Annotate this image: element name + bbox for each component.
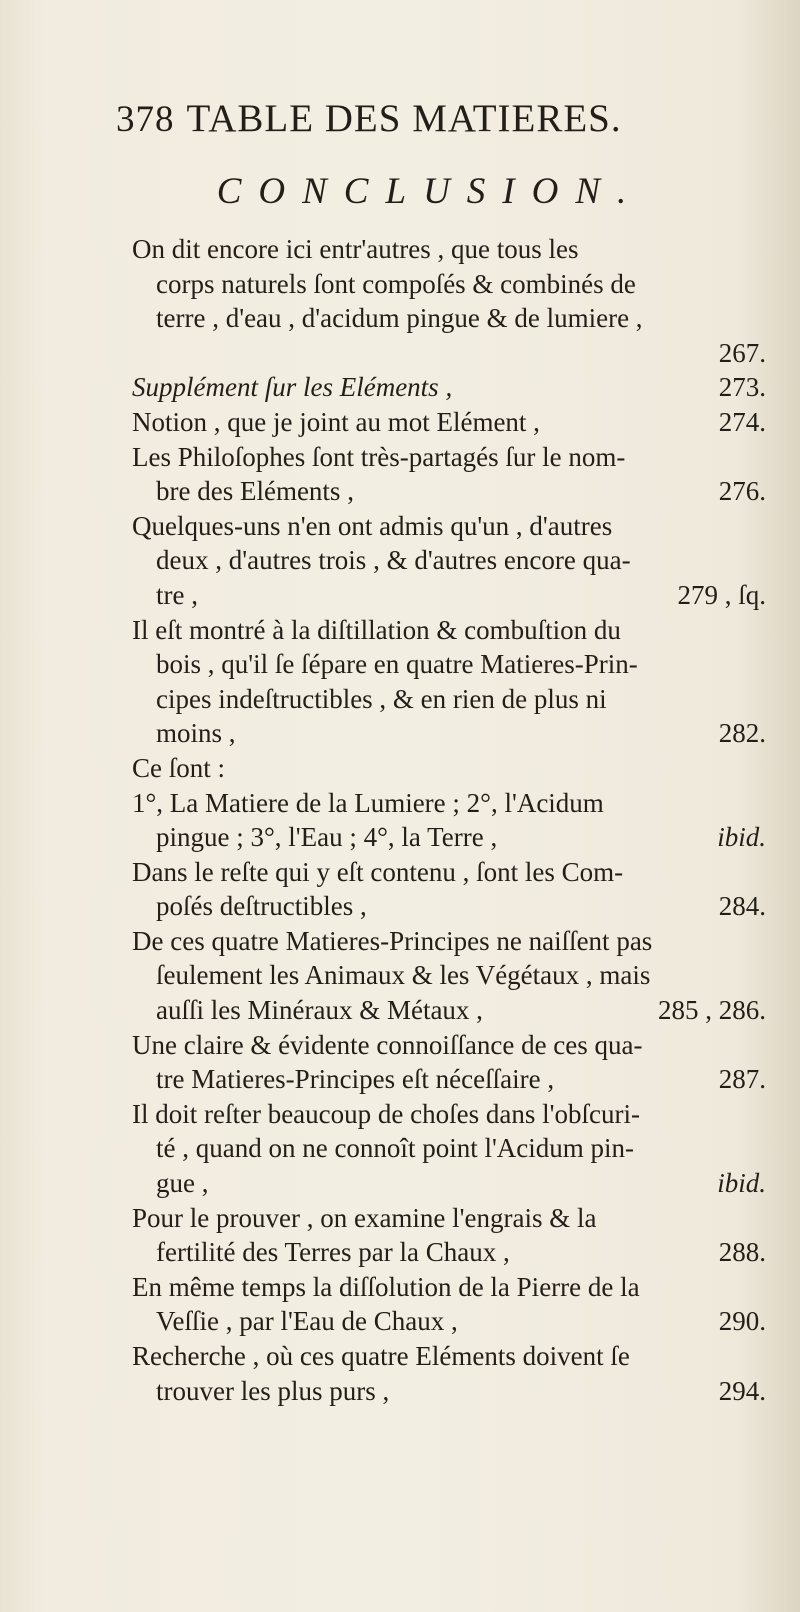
entry-line: On dit encore ici entr'autres , que tous les (132, 234, 579, 264)
index-entries (132, 232, 774, 1408)
index-entry (132, 613, 774, 751)
index-entry (132, 509, 774, 613)
entry-line: bois , qu'il ſe ſépare en quatre Matieres-Prin- (156, 649, 638, 680)
entry-text: poſés deſtructibles , (156, 891, 367, 922)
index-entry (132, 1339, 774, 1408)
entry-line: ſeulement les Animaux & les Végétaux , mais (156, 960, 651, 991)
page-reference: ibid. (717, 822, 766, 853)
running-header (116, 96, 622, 141)
index-entry (132, 924, 774, 1028)
entry-text: gue , (156, 1168, 209, 1199)
entry-text: pingue ; 3°, l'Eau ; 4°, la Terre , (156, 822, 498, 853)
entry-text: Supplément ſur les Eléments , (132, 372, 453, 403)
entry-text: Veſſie , par l'Eau de Chaux , (156, 1306, 458, 1337)
page-reference: 274. (718, 406, 766, 437)
entry-line: Une claire & évidente connoiſſance de ces qua- (132, 1029, 643, 1060)
index-entry (132, 786, 774, 855)
entry-line: terre , d'eau , d'acidum pingue & de lumiere , (156, 303, 643, 334)
entry-line: Les Philoſophes ſont très-partagés ſur le nom- (132, 441, 626, 472)
entry-line: Il doit reſter beaucoup de choſes dans l'obſcuri- (132, 1098, 640, 1129)
page-reference: 294. (718, 1375, 766, 1406)
page-reference: 267. (718, 337, 766, 368)
entry-line: cipes indeſtructibles , & en rien de plus ni (156, 683, 607, 714)
entry-line: corps naturels ſont compoſés & combinés de (156, 268, 636, 299)
index-entry (132, 1270, 774, 1339)
entry-text: auſſi les Minéraux & Métaux , (156, 995, 483, 1026)
page-reference: 285 , 286. (658, 995, 766, 1026)
entry-text: trouver les plus purs , (156, 1375, 390, 1406)
page-reference: 279 , ſq. (677, 579, 766, 610)
page-reference: 287. (718, 1064, 766, 1095)
entry-line: 1°, La Matiere de la Lumiere ; 2°, l'Acidum (132, 787, 604, 818)
entry-line: Recherche , où ces quatre Eléments doivent ſe (132, 1341, 630, 1371)
entry-line: té , quand on ne connoît point l'Acidum pin- (156, 1133, 635, 1164)
entry-text: fertilité des Terres par la Chaux , (156, 1237, 510, 1268)
index-entry (132, 1097, 774, 1201)
index-entry (132, 405, 774, 440)
page-reference: 290. (718, 1306, 766, 1337)
entry-line: En même temps la diſſolution de la Pierre de la (132, 1271, 640, 1302)
entry-text: tre Matieres-Principes eſt néceſſaire , (156, 1064, 555, 1095)
entry-text: moins , (156, 718, 236, 749)
index-entry (132, 1028, 774, 1097)
entry-text: tre , (156, 579, 198, 610)
page-number: 378 (116, 99, 175, 140)
index-entry (132, 751, 774, 786)
entry-text: Ce ſont : (132, 752, 225, 783)
entry-line: Dans le reſte qui y eſt contenu , ſont les Com- (132, 856, 624, 887)
page-reference: ibid. (717, 1168, 766, 1199)
index-entry (132, 1201, 774, 1270)
entry-text: Notion , que je joint au mot Elément , (132, 406, 540, 437)
page-reference: 284. (718, 891, 766, 922)
index-entry (132, 440, 774, 509)
index-entry (132, 855, 774, 924)
entry-line: Il eſt montré à la diſtillation & combuſtion du (132, 614, 621, 645)
entry-line: Pour le prouver , on examine l'engrais & la (132, 1202, 597, 1233)
entry-line: Quelques-uns n'en ont admis qu'un , d'autres (132, 510, 613, 541)
entry-line: De ces quatre Matieres-Principes ne naiſſent pas (132, 925, 653, 956)
section-title: CONCLUSION. (216, 171, 644, 212)
page-reference: 273. (718, 372, 766, 403)
running-title: TABLE DES MATIERES. (186, 97, 622, 140)
page-reference: 282. (718, 718, 766, 749)
entry-text: bre des Eléments , (156, 476, 354, 507)
index-entry (132, 232, 774, 370)
entry-line: deux , d'autres trois , & d'autres encore qua- (156, 545, 631, 576)
page-reference: 276. (718, 476, 766, 507)
page-reference: 288. (718, 1237, 766, 1268)
index-entry (132, 370, 774, 405)
